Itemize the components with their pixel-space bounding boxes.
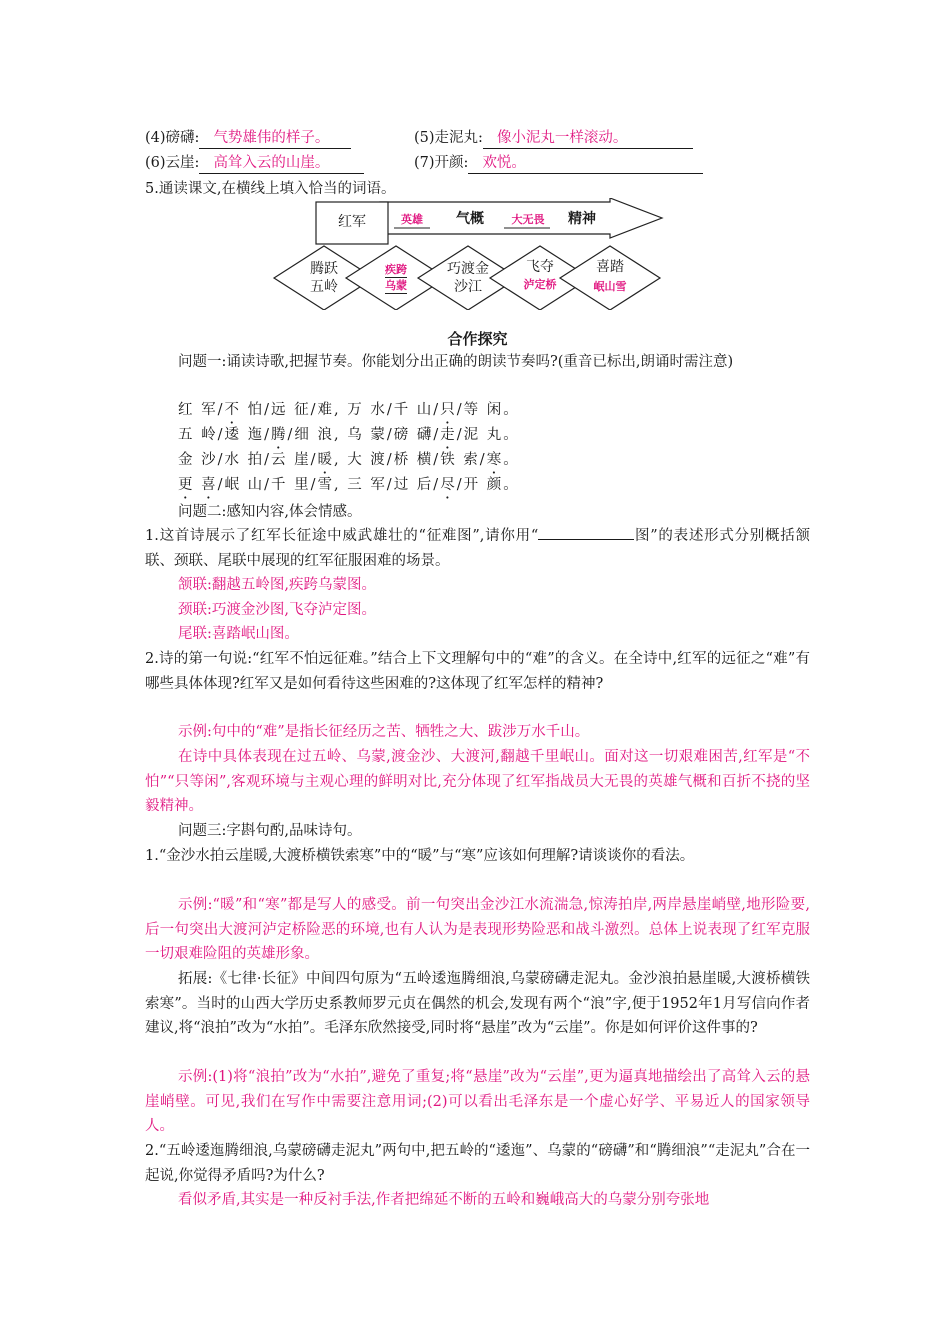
vocab-answer: 欢悦。 [468,153,703,174]
diagram-arrow-mid: 气概 [456,211,484,227]
answer-3-1: 示例:“暖”和“寒”都是写人的感受。前一句突出金沙江水流湍急,惊涛拍岸,两岸悬崖峭壁,地形险要,后一句突出大渡河泸定桥险恶的环境,也有人认为是表现形势险恶和战斗激烈。总体上说表现了红军克服一切艰难险阻的英雄形象。 [145,897,810,962]
poem [178,398,520,498]
answer-blank [538,525,634,540]
diagram-pink-1 [368,262,424,294]
question-3-1: 1.“金沙水拍云崖暖,大渡桥横铁索寒”中的“暖”与“寒”应该如何理解?请谈谈你的看法。 [145,848,695,864]
question-3-title: 问题三:字斟句酌,品味诗句。 [178,823,362,839]
question-3-2: 2.“五岭逶迤腾细浪,乌蒙磅礴走泥丸”两句中,把五岭的“逶迤”、乌蒙的“磅礴”和“腾细浪”“走泥丸”合在一起说,你觉得矛盾吗?为什么? [145,1143,810,1184]
diagram-diamond-2 [436,260,500,296]
poem-line-2: 五 岭/逶 迤/腾/细 浪, 乌 蒙/磅 礴/走/泥 丸。 [178,427,520,443]
answer-2-2-detail: 在诗中具体表现在过五岭、乌蒙,渡金沙、大渡河,翻越千里岷山。面对这一切艰难困苦,红军是“不怕”“只等闲”,客观环境与主观心理的鲜明对比,充分体现了红军指战员大无畏的英雄气概和百折不挠的坚毅精神。 [145,749,810,814]
vocab-answer: 像小泥丸一样滚动。 [483,128,693,149]
question-2-2: 2.诗的第一句说:“红军不怕远征难。”结合上下文理解句中的“难”的含义。在全诗中,红军的远征之“难”有哪些具体体现?红军又是如何看待这些困难的?这体现了红军怎样的精神? [145,651,810,692]
pink-1-line-2: 乌蒙 [385,279,407,292]
diagram-pink-2: 泸定桥 [523,278,557,291]
answer-2-1a: 颔联:翻越五岭图,疾跨乌蒙图。 [178,577,376,593]
vocab-row-7 [414,151,703,174]
diagram-answer-2: 大无畏 [511,213,545,226]
vocab-label: (4)磅礴: [145,130,200,146]
answer-2-1b: 颈联:巧渡金沙图,飞夺泸定图。 [178,602,376,618]
diagram-diamond-flight: 飞夺 [526,259,554,275]
vocab-label: (5)走泥丸: [414,130,483,146]
vocab-answer: 气势雄伟的样子。 [199,128,351,149]
vocab-answer: 高耸入云的山崖。 [199,153,364,174]
answer-2-2-example: 示例:句中的“难”是指长征经历之苦、牺牲之大、跋涉万水千山。 [178,724,590,740]
question-1-title: 问题一:诵读诗歌,把握节奏。你能划分出正确的朗读节奏吗?(重音已标出,朗诵时需注意) [178,354,734,370]
q2-1-part-a: 1.这首诗展示了红军长征途中威武雄壮的“征难图”,请你用“ [145,528,539,544]
diagram-diamond-3: 喜踏 [596,259,624,275]
vocab-row-4 [145,126,351,149]
diagram-box-label: 红军 [338,214,366,230]
section-title: 合作探究 [447,330,508,348]
question-2-1 [145,524,810,573]
poem-line-3: 金 沙/水 拍/云 崖/暖, 大 渡/桥 横/铁 索/寒。 [178,452,520,468]
diagram-pink-3: 岷山雪 [593,280,627,293]
question-2-title: 问题二:感知内容,体会情感。 [178,504,362,520]
march-diagram [270,198,670,310]
vocab-row-6 [145,151,364,174]
q2-1-part-b: 图”的表述形式分别概括颔联、颈联、尾联中展现的红军征服困难的场景。 [145,528,810,569]
vocab-label: (7)开颜: [414,155,469,171]
answer-3-2: 看似矛盾,其实是一种反衬手法,作者把绵延不断的五岭和巍峨高大的乌蒙分别夸张地 [178,1192,710,1208]
diamond-1-line-1: 腾跃 [310,261,338,277]
answer-2-1c: 尾联:喜踏岷山图。 [178,626,299,642]
vocab-row-5 [414,126,693,149]
diamond-2-line-1: 巧渡金 [447,261,489,277]
diamond-2-line-2: 沙江 [454,279,482,295]
diagram-arrow-end: 精神 [568,211,596,227]
diagram-answer-1: 英雄 [401,213,423,226]
pink-1-line-1: 疾跨 [385,263,407,276]
vocab-label: (6)云崖: [145,155,200,171]
poem-line-1: 红 军/不 怕/远 征/难, 万 水/千 山/只/等 闲。 [178,402,520,418]
question-5: 5.通读课文,在横线上填入恰当的词语。 [145,181,396,197]
extension-answer: 示例:(1)将“浪拍”改为“水拍”,避免了重复;将“悬崖”改为“云崖”,更为逼真地描绘出了高耸入云的悬崖峭壁。可见,我们在写作中需要注意用词;(2)可以看出毛泽东是一个虚心好学、平易近人的国家领导人。 [145,1069,810,1134]
poem-line-4: 更 喜/岷 山/千 里/雪, 三 军/过 后/尽/开 颜。 [178,477,520,493]
diamond-1-line-2: 五岭 [310,279,338,295]
diagram-diamond-1 [294,260,354,296]
extension: 拓展:《七律·长征》中间四句原为“五岭逶迤腾细浪,乌蒙磅礴走泥丸。金沙浪拍悬崖暖,大渡桥横铁索寒”。当时的山西大学历史系教师罗元贞在偶然的机会,发现有两个“浪”字,便于1952年1月写信向作者建议,将“浪拍”改为“水拍”。毛泽东欣然接受,同时将“悬崖”改为“云崖”。你是如何评价这件事的? [145,971,810,1036]
